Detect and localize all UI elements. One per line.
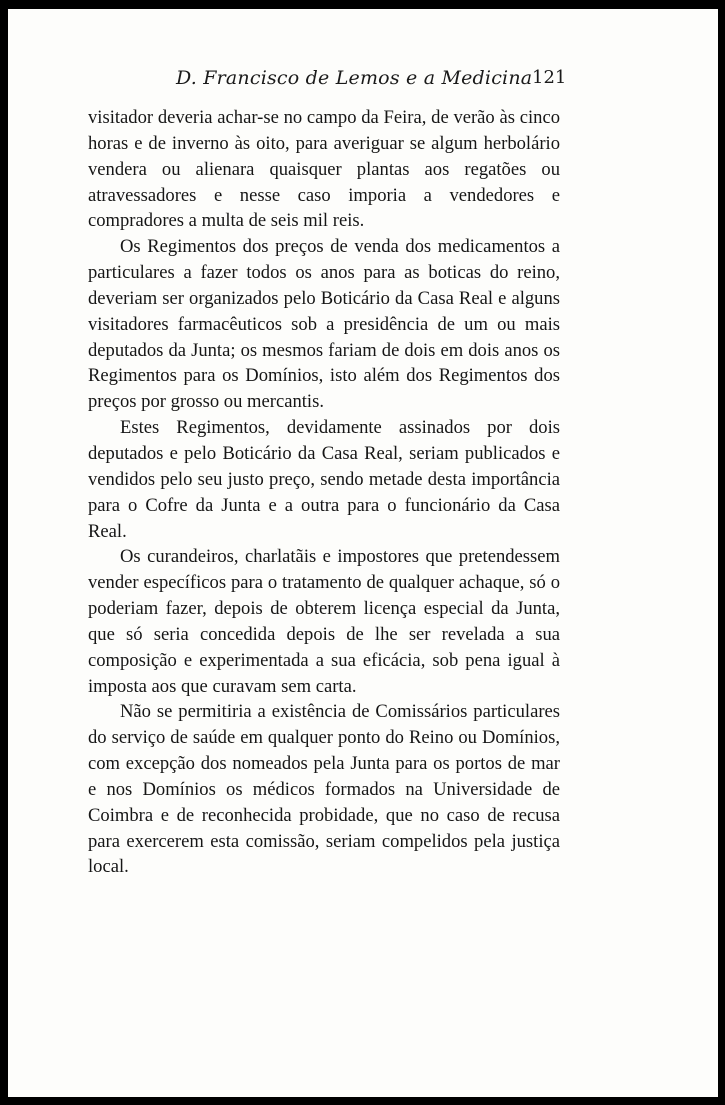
paragraph-assinados: Estes Regimentos, devidamente assinados por dois deputados e pelo Boticário da Casa Real, seriam publicados e vendidos pelo seu justo preço, sendo metade desta importância para o Cofre da Junta e a outra para o funcionário da Casa Real. (88, 417, 560, 542)
page-number: 121 (532, 67, 567, 88)
running-title: D. Francisco de Lemos e a Medicina (176, 67, 533, 89)
body-text (88, 105, 560, 880)
paragraph-regimentos: Os Regimentos dos preços de venda dos medicamentos a particulares a fazer todos os anos para as boticas do reino, deveriam ser organizados pelo Boticário da Casa Real e alguns visitadores farmacêuticos sob a presidência de um ou mais deputados da Junta; os mesmos fariam de dois em dois anos os Regimentos para os Domínios, isto além dos Regimentos dos preços por grosso ou mercantis. (88, 236, 560, 413)
paragraph-curandeiros: Os curandeiros, charlatãis e impostores que pretendessem vender específicos para o tratamento de qualquer achaque, só o poderiam fazer, depois de obterem licença especial da Junta, que só seria concedida depois de lhe ser revelada a sua composição e experimentada a sua eficácia, sob pena igual à imposta aos que curavam sem carta. (88, 546, 560, 697)
paragraph-continuation: visitador deveria achar-se no campo da Feira, de verão às cinco horas e de inverno às oito, para averiguar se algum herbolário vendera ou alienara quaisquer plantas aos regatões ou atravessadores e nesse caso imporia a vendedores e compradores a multa de seis mil reis. (88, 107, 560, 232)
book-page (8, 9, 718, 1097)
paragraph-comissarios: Não se permitiria a existência de Comissários particulares do serviço de saúde em qualquer ponto do Reino ou Domínios, com excepção dos nomeados pela Junta para os portos de mar e nos Domínios os médicos formados na Universidade de Coimbra e de reconhecida probidade, que no caso de recusa para exercerem esta comissão, seriam compelidos pela justiça local. (88, 701, 560, 878)
